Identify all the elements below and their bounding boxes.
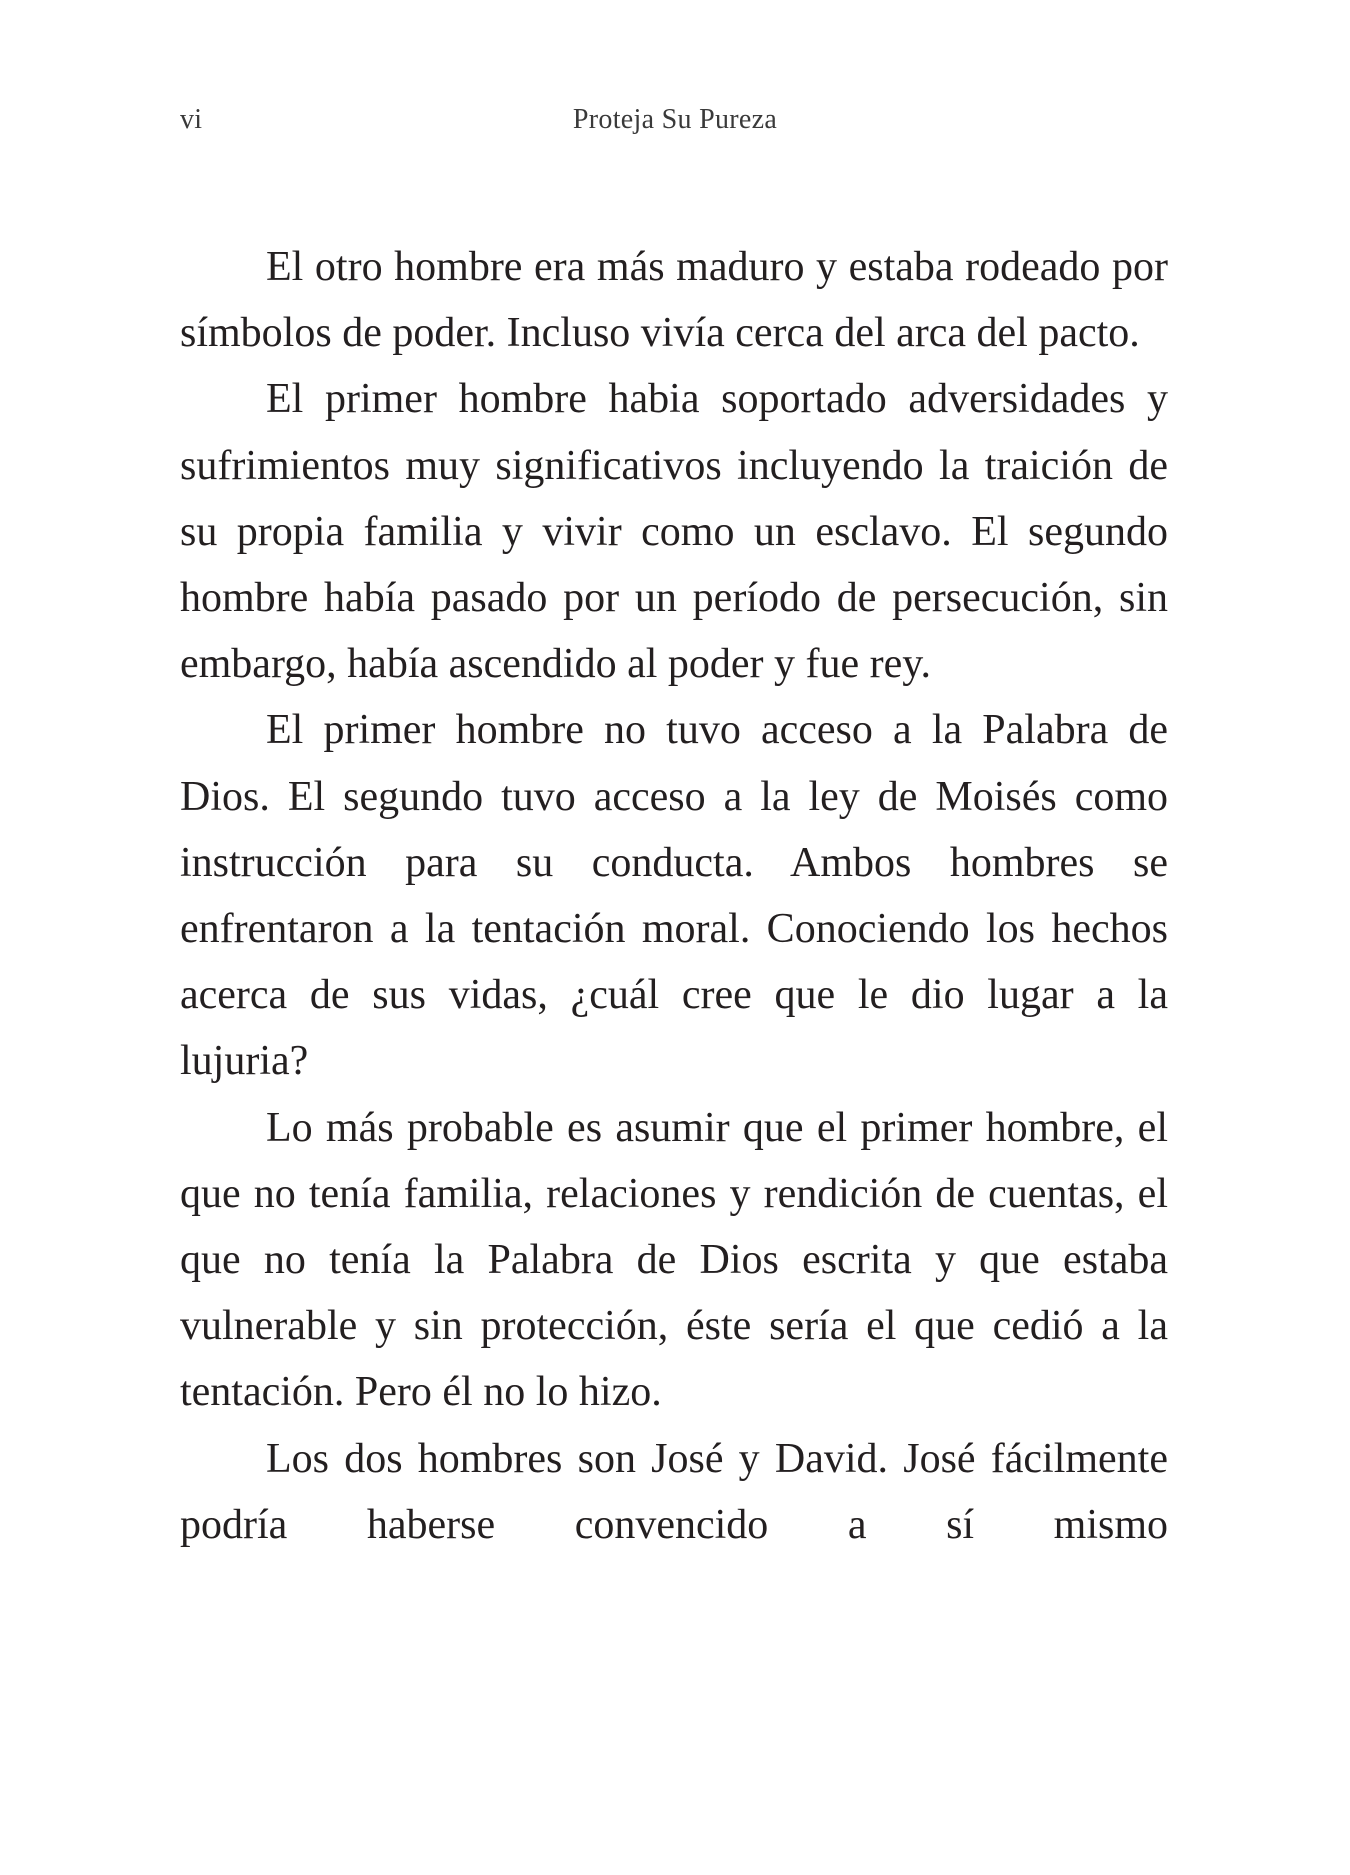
paragraph: Lo más probable es asumir que el primer hombre, el que no tenía familia, relaciones y rendición de cuentas, el que no tenía la Palabra de Dios escrita y que estaba vulnerable y sin protección, éste sería el que cedió a la tentación. Pero él no lo hizo.: [180, 1104, 1168, 1416]
body-text: [180, 234, 1168, 1558]
paragraph-continued: Los dos hombres son José y David. José fácilmente podría haberse convencido a sí mismo: [180, 1435, 1168, 1548]
paragraph: El primer hombre no tuvo acceso a la Palabra de Dios. El segundo tuvo acceso a la ley de Moisés como instrucción para su conducta. Ambos hombres se enfrentaron a la tentación moral. Conociendo los hechos acerca de sus vidas, ¿cuál cree que le dio lugar a la lujuria?: [180, 707, 1168, 1085]
page-number: vi: [180, 104, 203, 135]
book-title: Proteja Su Pureza: [572, 104, 778, 135]
running-head: [180, 104, 1170, 144]
paragraph: El primer hombre habia soportado adversidades y sufrimientos muy significativos incluyendo la traición de su propia familia y vivir como un esclavo. El segundo hombre había pasado por un período de persecución, sin embargo, había ascendido al poder y fue rey.: [180, 376, 1168, 688]
paragraph: El otro hombre era más maduro y estaba rodeado por símbolos de poder. Incluso vivía cerca del arca del pacto.: [180, 244, 1168, 357]
